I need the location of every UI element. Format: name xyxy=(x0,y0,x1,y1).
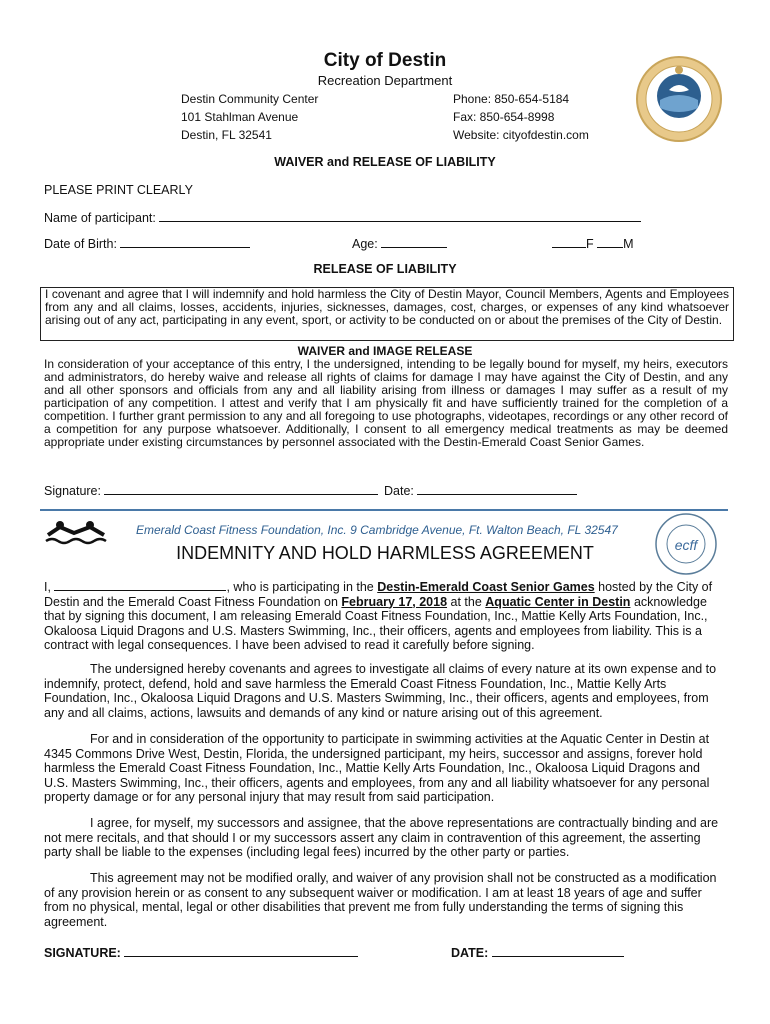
p1-start: I, xyxy=(44,580,51,594)
address-block xyxy=(181,90,318,144)
contact-website: Website: cityofdestin.com xyxy=(453,128,589,142)
waiver-signature-label: Signature: xyxy=(44,484,101,498)
name-label: Name of participant: xyxy=(44,211,156,225)
p1-a: , who is participating in the xyxy=(226,580,374,594)
age-row xyxy=(352,235,447,251)
age-label: Age: xyxy=(352,237,378,251)
waiver-signature-field[interactable] xyxy=(104,482,378,495)
p1-c: at the xyxy=(450,594,482,609)
waiver-date-row xyxy=(384,482,577,498)
name-row xyxy=(44,209,641,225)
ecff-logo-mark: ecff xyxy=(674,537,698,553)
participant-name-field[interactable] xyxy=(54,578,226,591)
image-release-title: WAIVER and IMAGE RELEASE xyxy=(297,344,473,358)
dob-field[interactable] xyxy=(120,235,250,248)
gender-m-field[interactable] xyxy=(597,235,623,248)
event-venue: Aquatic Center in Destin xyxy=(485,594,631,609)
agreement-title: INDEMNITY AND HOLD HARMLESS AGREEMENT xyxy=(176,543,594,563)
image-release-text: In consideration of your acceptance of this entry, I the undersigned, intending to be legally bound for myself, my heirs, executors and administrators, do hereby waive and release all rights of claims for damage I may have against the City of Destin, and any and all other sponsors and officials from any and all liability arising from illness or damages I may suffer as a result of my participation of any competition. I attest and verify that I am physically fit and have sufficiently trained for the completion of a competition. I further grant permission to any and all foregoing to use photographs, videotapes, recordings or any other record of a competition for any purpose whatsoever. Additionally, I consent to all emergency medical treatments as may be deemed appropriate under existing circumstances by personnel associated with the Destin-Emerald Coast Senior Games. xyxy=(44,357,728,449)
gender-row xyxy=(552,235,634,251)
event-name: Destin-Emerald Coast Senior Games xyxy=(377,580,595,594)
agreement-signature-field[interactable] xyxy=(124,944,358,957)
agreement-paragraph-2: The undersigned hereby covenants and agrees to investigate all claims of every nature at its own expense and to indemnify, protect, defend, hold and save harmless the Emerald Coast Fitness Foundation, Inc., Mattie Kelly Arts Foundation, Inc., Okaloosa Liquid Dragons and U.S. Masters Swimming, Inc., their officers, agents and employees, from any and all claims, actions, lawsuits and demands of any kind or nature arising out of this agreement. xyxy=(44,662,717,720)
name-field[interactable] xyxy=(159,209,641,222)
agreement-signature-row xyxy=(44,944,358,960)
print-clearly-note: PLEASE PRINT CLEARLY xyxy=(44,183,193,197)
agreement-paragraph-5: This agreement may not be modified orally, and waiver of any provision shall not be constructed as a modification of any provision herein or as consent to any subsequent waiver or modification. I am at least 18 years of age and suffer from no physical, mental, legal or other disabilities that prevent me from fully understanding the terms of signing this agreement. xyxy=(44,871,717,929)
release-title: RELEASE OF LIABILITY xyxy=(313,262,457,276)
agreement-date-label: DATE: xyxy=(451,946,489,960)
p1-b: hosted by the City of Destin and the Emerald Coast Fitness Foundation on xyxy=(44,580,713,609)
waiver-title: WAIVER and RELEASE OF LIABILITY xyxy=(274,155,496,169)
address-line: Destin Community Center xyxy=(181,92,319,106)
city-seal-icon xyxy=(636,56,722,142)
event-date: February 17, 2018 xyxy=(341,594,448,609)
dob-label: Date of Birth: xyxy=(44,237,117,251)
waiver-date-field[interactable] xyxy=(417,482,577,495)
contact-phone: Phone: 850-654-5184 xyxy=(453,92,570,106)
foundation-address: Emerald Coast Fitness Foundation, Inc. 9 Cambridge Avenue, Ft. Walton Beach, FL 32547 xyxy=(136,523,618,537)
gender-f-label: F xyxy=(586,237,594,251)
gender-f-field[interactable] xyxy=(552,235,586,248)
age-field[interactable] xyxy=(381,235,447,248)
waiver-signature-row xyxy=(44,482,378,498)
agreement-paragraph-1 xyxy=(44,578,726,653)
contact-fax: Fax: 850-654-8998 xyxy=(453,110,555,124)
agreement-date-field[interactable] xyxy=(492,944,624,957)
agreement-paragraph-3: For and in consideration of the opportunity to participate in swimming activities at the Aquatic Center in Destin at 4345 Commons Drive West, Destin, Florida, the undersigned participant, my heirs, successor and assigns, forever hold harmless the Emerald Coast Fitness Foundation, Inc., Mattie Kelly Arts Foundation, Inc., Okaloosa Liquid Dragons and U.S. Masters Swimming, Inc., their officers, agents and employees, from any and all liability whatsoever for any personal property damage or for any personal injury that may result from said participation. xyxy=(44,732,710,804)
p1-d: acknowledge that by signing this document, I am releasing Emerald Coast Fitness Foundation, Inc., Mattie Kelly Arts Foundation, Inc., Okaloosa Liquid Dragons and U.S. Masters Swimming, Inc., their officers, agents and employees from liability. This is a contract with legal consequences. I have been advised to read it carefully before signing. xyxy=(44,594,708,652)
section-divider xyxy=(40,509,728,511)
dob-row xyxy=(44,235,250,251)
gender-m-label: M xyxy=(623,237,634,251)
contact-block xyxy=(453,90,589,144)
address-line: 101 Stahlman Avenue xyxy=(181,110,299,124)
agreement-date-row xyxy=(451,944,624,960)
agreement-paragraph-4: I agree, for myself, my successors and assignee, that the above representations are contractually binding and are not mere recitals, and that should I or my successors assert any claim in contravention of this agreement, the asserting party shall be liable to the expenses (including legal fees) incurred by the other party or parties. xyxy=(44,816,719,859)
address-line: Destin, FL 32541 xyxy=(181,128,272,142)
department-name: Recreation Department xyxy=(317,73,453,88)
waiver-date-label: Date: xyxy=(384,484,414,498)
agreement-signature-label: SIGNATURE: xyxy=(44,946,121,960)
release-text-box: I covenant and agree that I will indemnify and hold harmless the City of Destin Mayor, Council Members, Agents and Employees from any and all claims, losses, accidents, injuries, sicknesses, damages, cost, charges, or expenses of any kind whatsoever arising out of any act, participating in any event, sport, or activity to be conducted on or about the premises of the City of Destin. xyxy=(40,287,734,341)
swimmer-icon xyxy=(44,519,108,545)
city-title: City of Destin xyxy=(323,50,447,71)
